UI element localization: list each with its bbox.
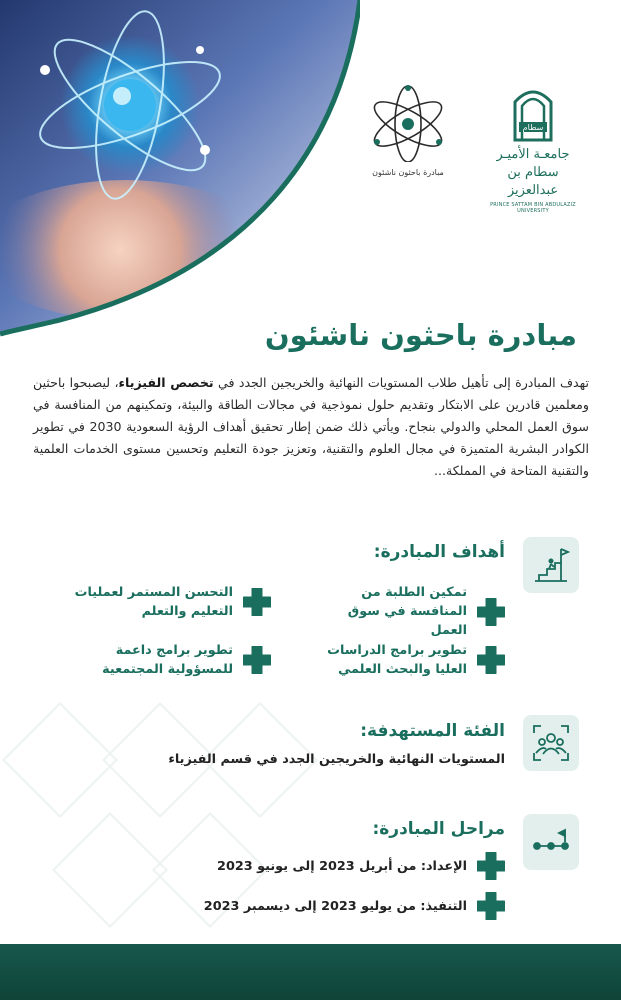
intro-bold: تخصص الفيزياء — [118, 375, 214, 390]
plus-bullet-icon — [477, 892, 505, 920]
intro-part2: ، ليصبحوا باحثين ومعلمين قادرين على الابتكار وتقديم حلول نموذجية في مجالات الطاقة والبيئة، وتمكينهم من المنافسة في سوق العمل المحلي والدولي بنجاح. ويأتي ذلك ضمن إطار تحقيق أهداف الرؤية السعودية 2030 في تطوير الكوادر البشرية المتميزة في مجال العلوم والتقنية، وتعزيز جودة التعليم وتحسين مستوى الخدمات العلمية والتقنية المتاحة في المملكة... — [33, 375, 589, 478]
goal-item — [71, 583, 271, 621]
university-mark-text: سطام — [522, 123, 544, 132]
university-name-line1: جامعـة الأميـر — [496, 147, 570, 162]
plus-bullet-icon — [243, 646, 271, 674]
phase-item — [204, 892, 505, 920]
goal-text: التحسن المستمر لعمليات التعليم والتعلم — [74, 585, 233, 619]
goals-title: أهداف المبادرة: — [373, 542, 505, 562]
phase-text: الإعداد: من أبريل 2023 إلى يونيو 2023 — [217, 858, 467, 874]
plus-bullet-icon — [477, 852, 505, 880]
page-title: مبادرة باحثون ناشئون — [264, 318, 577, 352]
target-group-icon — [523, 715, 579, 771]
hero-illustration — [0, 0, 360, 340]
initiative-atom-logo — [365, 82, 451, 162]
phases-road-icon — [523, 814, 579, 870]
university-logo-mark — [511, 82, 555, 142]
atom-illustration — [0, 0, 360, 340]
plus-bullet-icon — [477, 598, 505, 626]
intro-part1: تهدف المبادرة إلى تأهيل طلاب المستويات النهائية والخريجين الجدد في — [213, 375, 589, 390]
goals-climb-icon — [523, 537, 579, 593]
target-title: الفئة المستهدفة: — [360, 721, 505, 741]
intro-paragraph — [33, 372, 589, 482]
logos-row — [365, 82, 581, 214]
goal-item — [315, 641, 505, 679]
goal-text: تطوير برامج الدراسات العليا والبحث العلمي — [327, 643, 467, 677]
phase-item — [217, 852, 505, 880]
footer-band — [0, 944, 621, 1000]
phase-text: التنفيذ: من يوليو 2023 إلى ديسمبر 2023 — [203, 898, 467, 914]
goal-text: تطوير برامج داعمة للمسؤولية المجتمعية — [102, 643, 233, 677]
initiative-logo-caption: مبادرة باحثون ناشئون — [372, 168, 444, 177]
university-name-line2: سطام بن عبدالعزيز — [507, 165, 559, 198]
university-logo — [485, 82, 581, 214]
phases-title: مراحل المبادرة: — [372, 819, 505, 839]
goal-text: تمكين الطلبة من المنافسة في سوق العمل — [347, 585, 467, 638]
plus-bullet-icon — [477, 646, 505, 674]
plus-bullet-icon — [243, 588, 271, 616]
goal-item — [315, 583, 505, 640]
initiative-logo — [365, 82, 451, 177]
goal-item — [71, 641, 271, 679]
university-name-en: PRINCE SATTAM BIN ABDULAZIZ UNIVERSITY — [490, 202, 576, 214]
target-text: المستويات النهائية والخريجين الجدد في قسم الفيزياء — [168, 752, 505, 767]
